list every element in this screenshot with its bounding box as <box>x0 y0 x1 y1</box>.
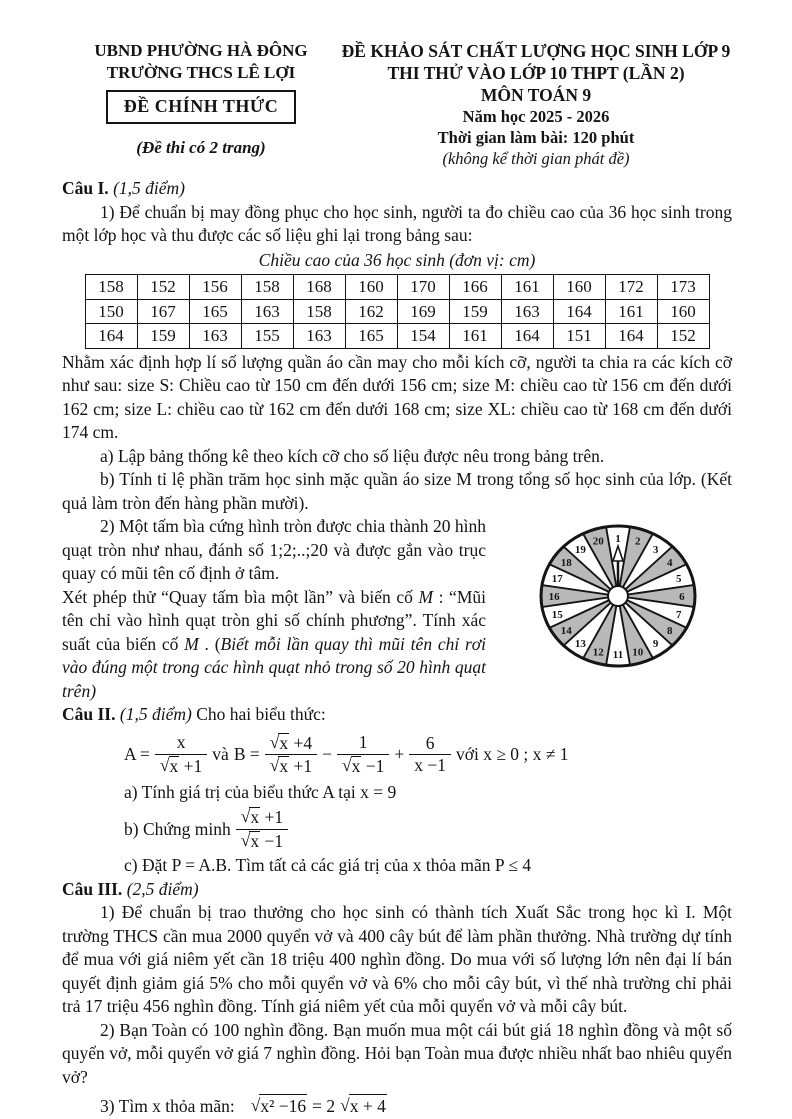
height-cell: 164 <box>553 299 605 324</box>
height-cell: 170 <box>397 275 449 300</box>
height-cell: 160 <box>345 275 397 300</box>
height-cell: 169 <box>397 299 449 324</box>
fraction-A-num: x <box>155 733 207 755</box>
wheel-number: 6 <box>679 591 685 603</box>
wheel-number: 18 <box>560 556 572 569</box>
height-cell: 151 <box>553 324 605 349</box>
radical-sign: √ <box>240 806 251 827</box>
height-cell: 173 <box>657 275 709 300</box>
cau-1-part1-text: 1) Để chuẩn bị may đồng phục cho học sinh, người ta đo chiều cao của 36 học sinh trong một lớp học và thu được các số liệu ghi lại trong bảng sau: <box>62 201 732 245</box>
cau-2-item-b <box>124 807 732 851</box>
spinner-hub <box>608 586 628 606</box>
minus-op: − <box>322 743 332 764</box>
wheel-number: 7 <box>676 609 682 621</box>
spinner-wheel-svg <box>504 517 732 675</box>
part2-note-italic: Biết mỗi lần quay thì mũi tên chỉ rơi vào đúng một trong các hình quạt nhỏ trong số 20 hình quạt trên) <box>62 633 486 701</box>
height-cell: 160 <box>657 299 709 324</box>
cau-1-size-text: Nhằm xác định hợp lí số lượng quần áo cần may cho mỗi kích cỡ, người ta chia ra các kích cỡ như sau: size S: Chiều cao từ 150 cm đến dưới 156 cm; size M: chiều cao từ 156 cm đến dưới 162 cm; size L: chiều cao từ 162 cm đến dưới 168 cm; size XL: chiều cao từ 168 cm đến dưới 174 cm. <box>62 351 732 442</box>
condition-text: với x ≥ 0 ; x ≠ 1 <box>455 743 569 764</box>
height-cell: 161 <box>605 299 657 324</box>
sqrt-expression-1 <box>251 1094 307 1119</box>
wheel-number: 14 <box>560 625 572 638</box>
wheel-number: 3 <box>652 544 659 556</box>
height-cell: 162 <box>345 299 397 324</box>
den-tail: +1 <box>179 755 203 776</box>
radicand: x² −16 <box>259 1094 307 1119</box>
wheel-number: 4 <box>666 556 673 569</box>
radical-sign: √ <box>159 754 170 775</box>
wheel-number: 13 <box>574 638 586 650</box>
den-tail: +1 <box>289 756 313 777</box>
cau-2-item-c: c) Đặt P = A.B. Tìm tất cả các giá trị của x thỏa mãn P ≤ 4 <box>124 855 532 876</box>
height-cell: 152 <box>137 275 189 300</box>
table-row <box>85 299 709 324</box>
num-tail: +1 <box>260 807 284 828</box>
wheel-number: 10 <box>632 646 644 659</box>
height-cell: 161 <box>449 324 501 349</box>
wheel-number: 12 <box>592 646 604 659</box>
cau-2-item-a: a) Tính giá trị của biểu thức A tại x = 9 <box>124 781 397 802</box>
height-table <box>85 274 710 349</box>
plus-op: + <box>394 743 405 764</box>
height-cell: 152 <box>657 324 709 349</box>
wheel-number: 16 <box>548 591 560 603</box>
height-cell: 164 <box>605 324 657 349</box>
height-cell: 158 <box>241 275 293 300</box>
school-name: TRƯỜNG THCS LÊ LỢI <box>106 63 296 82</box>
height-cell: 161 <box>501 275 553 300</box>
duration-note: (không kể thời gian phát đề) <box>442 149 630 168</box>
wheel-number: 20 <box>592 535 604 548</box>
radicand: x + 4 <box>349 1094 387 1119</box>
exam-title-line1: ĐỀ KHẢO SÁT CHẤT LƯỢNG HỌC SINH LỚP 9 <box>341 41 731 61</box>
height-cell: 160 <box>553 275 605 300</box>
table-row <box>85 324 709 349</box>
wheel-number: 9 <box>652 638 659 650</box>
height-cell: 163 <box>501 299 553 324</box>
item-b-label: b) Chứng minh <box>124 818 231 839</box>
fraction-B2 <box>337 733 389 776</box>
exam-header <box>62 40 732 169</box>
height-cell: 165 <box>345 324 397 349</box>
part3-label: 3) Tìm x thỏa mãn: <box>100 1095 235 1116</box>
den-tail: −1 <box>260 830 284 851</box>
cau-3-part1-text: 1) Để chuẩn bị trao thưởng cho học sinh có thành tích Xuất Sắc trong học kì I. Một trường THCS cần mua 2000 quyển vở và 400 cây bút để làm phần thưởng. Nhà trường dự tính để mua với giá niêm yết cần 18 triệu 400 nghìn đồng. Do mua với số lượng lớn nên đại lí bán quyết định giảm giá 5% cho mỗi quyển vở và 6% cho mỗi cây bút, vì thế nhà trường chỉ phải trả 17 triệu 456 nghìn đồng. Tính giá niêm yết của mỗi quyển vở và mỗi cây bút. <box>62 902 732 1017</box>
wheel-number: 2 <box>634 535 641 548</box>
height-cell: 155 <box>241 324 293 349</box>
radicand: x <box>279 732 289 753</box>
cau-2-heading <box>62 703 732 727</box>
issuer-name: UBND PHƯỜNG HÀ ĐÔNG <box>94 41 308 60</box>
school-year-line: Năm học 2025 - 2026 <box>462 107 610 126</box>
height-table-caption: Chiều cao của 36 học sinh (đơn vị: cm) <box>258 249 536 270</box>
section-cau-2 <box>62 703 732 878</box>
fraction-Bb <box>236 807 288 851</box>
official-exam-box: ĐỀ CHÍNH THỨC <box>106 90 297 124</box>
height-cell: 172 <box>605 275 657 300</box>
height-table-body <box>85 275 709 349</box>
radical-sign: √ <box>341 754 352 775</box>
height-cell: 167 <box>137 299 189 324</box>
height-cell: 168 <box>293 275 345 300</box>
equals-two: = 2 <box>312 1095 336 1116</box>
and-word: và <box>212 743 229 764</box>
part2-text-c: . ( <box>198 633 221 654</box>
cau-1-label: Câu I. <box>62 178 109 198</box>
cau-3-part3 <box>100 1094 732 1119</box>
cau-1-item-a: a) Lập bảng thống kê theo kích cỡ cho số liệu được nêu trong bảng trên. <box>100 445 605 466</box>
radical-sign: √ <box>269 731 280 752</box>
cau-1-points: (1,5 điểm) <box>113 178 185 198</box>
cau-2-points: (1,5 điểm) <box>119 704 192 724</box>
part2-text-b: : “Mũi tên chỉ vào hình quạt tròn ghi số chính phương”. Tính xác suất của biến cố <box>62 586 486 654</box>
height-cell: 164 <box>501 324 553 349</box>
fraction-B1-num <box>265 733 317 756</box>
radicand: x <box>169 755 179 776</box>
fraction-B3-num: 6 <box>409 734 451 756</box>
height-cell: 163 <box>241 299 293 324</box>
cau-3-label: Câu III. <box>62 878 123 899</box>
radical-sign: √ <box>340 1095 350 1116</box>
cau-2-label: Câu II. <box>62 704 116 724</box>
num-tail: +4 <box>289 732 313 753</box>
cau-1-item-b: b) Tính tỉ lệ phần trăm học sinh mặc quần áo size M trong tổng số học sinh của lớp. (Kết quả làm tròn đến hàng phần mười). <box>62 469 732 513</box>
cau-2-intro: Cho hai biểu thức: <box>191 704 326 724</box>
spinner-wheel-figure <box>494 517 732 675</box>
pages-note: (Đề thi có 2 trang) <box>136 137 266 157</box>
radicand: x <box>351 755 361 776</box>
wheel-number: 5 <box>676 573 682 585</box>
cau-1-part2 <box>62 515 732 703</box>
fraction-Bb-den <box>236 830 288 852</box>
part2-text-a: Xét phép thử “Quay tấm bìa một lần” và biến cố <box>62 586 419 607</box>
eq-A-label: A = <box>124 743 150 764</box>
wheel-number: 8 <box>666 625 673 638</box>
radical-sign: √ <box>250 1095 261 1116</box>
cau-3-part2-text: 2) Bạn Toàn có 100 nghìn đồng. Bạn muốn mua một cái bút giá 18 nghìn đồng và một số quyển vở, mỗi quyển vở giá 7 nghìn đồng. Hỏi bạn Toàn mua được nhiều nhất bao nhiêu quyển vở? <box>62 1019 732 1087</box>
eq-B-label: B = <box>233 743 260 764</box>
event-m-var2: M <box>184 633 199 654</box>
radicand: x <box>279 756 289 777</box>
wheel-number: 17 <box>551 573 563 585</box>
exam-title-line2: THI THỬ VÀO LỚP 10 THPT (LẦN 2) <box>387 63 685 83</box>
issuer-block <box>62 40 340 169</box>
fraction-B3 <box>409 734 451 776</box>
section-cau-1 <box>62 177 732 703</box>
fraction-B3-den: x −1 <box>414 755 446 776</box>
height-cell: 154 <box>397 324 449 349</box>
table-row <box>85 275 709 300</box>
cau-2-formula-line <box>124 733 732 777</box>
fraction-B2-den <box>337 755 389 777</box>
height-cell: 156 <box>189 275 241 300</box>
cau-1-heading <box>62 177 732 201</box>
event-m-var: M <box>418 586 434 607</box>
radical-sign: √ <box>269 755 280 776</box>
radical-sign: √ <box>240 829 251 850</box>
radicand: x <box>250 807 260 828</box>
cau-3-points: (2,5 điểm) <box>126 878 199 899</box>
fraction-B2-num: 1 <box>337 733 389 755</box>
height-cell: 163 <box>189 324 241 349</box>
height-cell: 159 <box>449 299 501 324</box>
duration-line: Thời gian làm bài: 120 phút <box>437 128 635 147</box>
wheel-number: 19 <box>574 544 586 556</box>
cau-1-part2-p1: 2) Một tấm bìa cứng hình tròn được chia thành 20 hình quạt tròn như nhau, đánh số 1;2;..;20 và được gắn vào trục quay có mũi tên cố định ở tâm. <box>62 516 486 583</box>
height-cell: 150 <box>85 299 137 324</box>
fraction-B1-den <box>265 755 317 777</box>
fraction-A-den <box>155 755 207 777</box>
height-cell: 166 <box>449 275 501 300</box>
radicand: x <box>250 830 260 851</box>
subject-line: MÔN TOÁN 9 <box>480 85 592 105</box>
height-cell: 164 <box>85 324 137 349</box>
exam-title-block <box>340 40 732 169</box>
cau-3-heading <box>62 878 732 902</box>
wheel-number: 15 <box>551 609 563 621</box>
height-cell: 165 <box>189 299 241 324</box>
fraction-B1 <box>265 733 317 777</box>
height-cell: 163 <box>293 324 345 349</box>
fraction-Bb-num <box>236 807 288 830</box>
fraction-A <box>155 733 207 776</box>
den-tail: −1 <box>361 755 385 776</box>
height-cell: 158 <box>85 275 137 300</box>
sqrt-expression-2 <box>340 1094 387 1119</box>
height-cell: 158 <box>293 299 345 324</box>
height-cell: 159 <box>137 324 189 349</box>
wheel-number: 1 <box>615 532 621 545</box>
section-cau-3 <box>62 878 732 1119</box>
wheel-number: 11 <box>612 649 624 662</box>
